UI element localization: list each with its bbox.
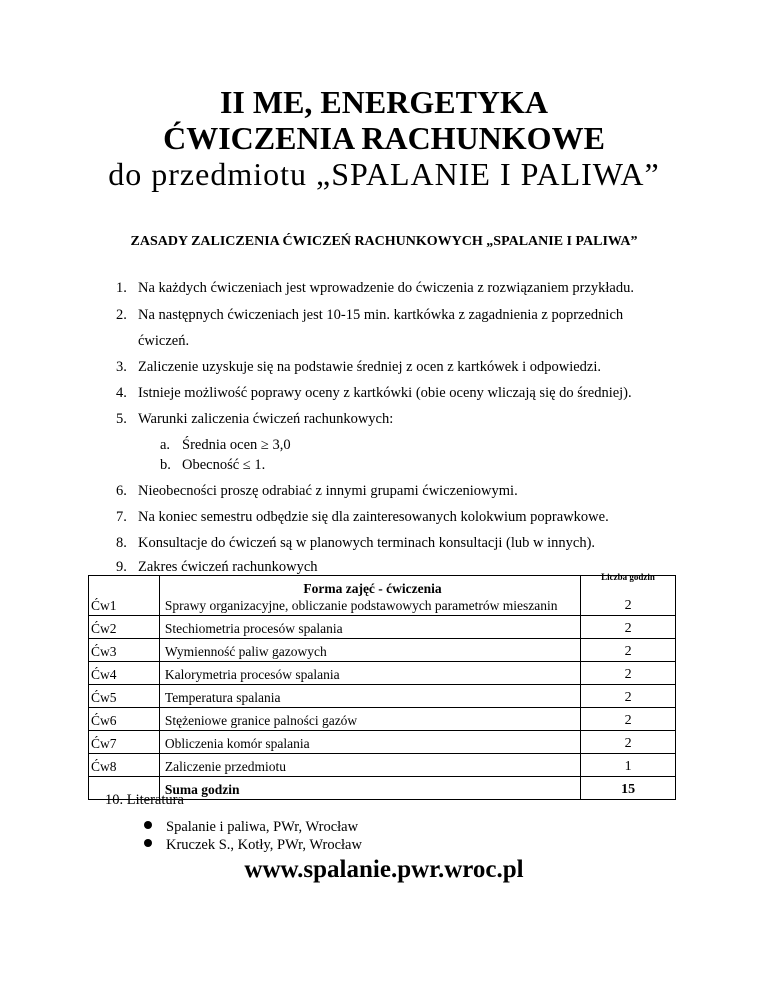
exercises-table xyxy=(88,572,676,800)
rule-text: Nieobecności proszę odrabiać z innymi grupami ćwiczeniowymi. xyxy=(138,483,518,499)
title-course: II ME, ENERGETYKA xyxy=(219,84,549,120)
table-cell-form: Wymienność paliw gazowych xyxy=(159,639,580,662)
table-cell-id: Ćw1 xyxy=(89,576,160,616)
condition-item xyxy=(160,436,291,454)
rule-text: Na koniec semestru odbędzie się dla zainteresowanych kolokwium poprawkowe. xyxy=(138,509,609,525)
table-row xyxy=(89,616,676,639)
table-cell-form: Temperatura spalania xyxy=(159,685,580,708)
rule-number: 6. xyxy=(116,483,127,499)
table-cell-hours: 2 xyxy=(581,731,676,754)
rule-text: Warunki zaliczenia ćwiczeń rachunkowych: xyxy=(138,411,394,427)
table-header-form: Forma zajęć - ćwiczenia xyxy=(303,581,442,596)
table-cell-id: Ćw6 xyxy=(89,708,160,731)
rule-item xyxy=(116,558,318,576)
table-cell-hours: 2 xyxy=(581,662,676,685)
rule-item xyxy=(116,306,623,324)
rule-text: Na każdych ćwiczeniach jest wprowadzenie do ćwiczenia z rozwiązaniem przykładu. xyxy=(138,280,634,296)
table-cell-form: Kalorymetria procesów spalania xyxy=(159,662,580,685)
condition-letter: b. xyxy=(160,457,171,473)
rule-continuation: ćwiczeń. xyxy=(138,333,190,349)
rule-item xyxy=(116,358,601,376)
rule-number: 8. xyxy=(116,535,127,551)
title-exercises: ĆWICZENIA RACHUNKOWE xyxy=(163,120,605,156)
table-cell-hours: 2 xyxy=(581,616,676,639)
rule-number: 7. xyxy=(116,509,127,525)
rule-number: 3. xyxy=(116,359,127,375)
rule-text: Istnieje możliwość poprawy oceny z kartkówki (obie oceny wliczają się do średniej). xyxy=(138,385,632,401)
table-cell-form: Stechiometria procesów spalania xyxy=(159,616,580,639)
title-subject: do przedmiotu „SPALANIE I PALIWA” xyxy=(108,156,660,192)
table-row xyxy=(89,754,676,777)
table-cell-id: Ćw8 xyxy=(89,754,160,777)
table-cell-hours: 2 xyxy=(581,708,676,731)
condition-letter: a. xyxy=(160,437,171,453)
rule-text: Zaliczenie uzyskuje się na podstawie średniej z ocen z kartkówek i odpowiedzi. xyxy=(138,359,602,375)
rule-item xyxy=(116,482,518,500)
literature-item xyxy=(144,818,358,836)
rule-number: 4. xyxy=(116,385,127,401)
bullet-icon xyxy=(144,821,152,829)
rule-text: Zakres ćwiczeń rachunkowych xyxy=(138,559,318,575)
table-hours-text: 2 xyxy=(624,598,632,613)
table-cell-id: Ćw3 xyxy=(89,639,160,662)
literature-heading: 10. Literatura xyxy=(105,792,184,808)
table-cell-id: Ćw7 xyxy=(89,731,160,754)
literature-text: Spalanie i paliwa, PWr, Wrocław xyxy=(166,819,359,835)
table-row xyxy=(89,708,676,731)
table-header-row xyxy=(89,576,676,616)
table-cell-hours: 2 xyxy=(581,685,676,708)
rule-number: 1. xyxy=(116,280,127,296)
table-cell-id: Ćw2 xyxy=(89,616,160,639)
table-cell-form: Stężeniowe granice palności gazów xyxy=(159,708,580,731)
table-sum-value: 15 xyxy=(581,777,676,800)
table-sum-label: Suma godzin xyxy=(159,777,580,800)
table-cell-id: Ćw5 xyxy=(89,685,160,708)
rule-text: Na następnych ćwiczeniach jest 10-15 min. kartkówka z zagadnienia z poprzednich xyxy=(138,307,624,323)
rule-item xyxy=(116,410,393,428)
rule-item xyxy=(116,279,634,297)
rule-number: 2. xyxy=(116,307,127,323)
rule-number: 5. xyxy=(116,411,127,427)
rule-number: 9. xyxy=(116,559,127,575)
table-cell-form: Obliczenia komór spalania xyxy=(159,731,580,754)
literature-item xyxy=(144,836,362,854)
table-row xyxy=(89,662,676,685)
table-cell-hours: 2 xyxy=(581,639,676,662)
table-cell-hours: 1 xyxy=(581,754,676,777)
table-form-text: Sprawy organizacyjne, obliczanie podstawowych parametrów mieszanin xyxy=(164,598,558,613)
table-row xyxy=(89,639,676,662)
rule-item xyxy=(116,508,609,526)
table-cell-form xyxy=(159,576,580,616)
table-cell-hours xyxy=(581,572,676,616)
condition-item xyxy=(160,456,265,474)
website-link[interactable]: www.spalanie.pwr.wroc.pl xyxy=(244,856,524,883)
condition-text: Obecność ≤ 1. xyxy=(182,457,266,473)
rule-item xyxy=(116,384,632,402)
literature-text: Kruczek S., Kotły, PWr, Wrocław xyxy=(166,837,362,853)
condition-text: Średnia ocen ≥ 3,0 xyxy=(182,437,291,453)
rules-heading: ZASADY ZALICZENIA ĆWICZEŃ RACHUNKOWYCH „SPALANIE I PALIWA” xyxy=(130,234,638,249)
rule-text: Konsultacje do ćwiczeń są w planowych terminach konsultacji (lub w innych). xyxy=(138,535,596,551)
table-cell-form: Zaliczenie przedmiotu xyxy=(159,754,580,777)
table-cell-id: Ćw4 xyxy=(89,662,160,685)
table-header-hours: Liczba godzin xyxy=(601,572,655,582)
table-row xyxy=(89,731,676,754)
table-row xyxy=(89,685,676,708)
rule-item xyxy=(116,534,595,552)
bullet-icon xyxy=(144,839,152,847)
